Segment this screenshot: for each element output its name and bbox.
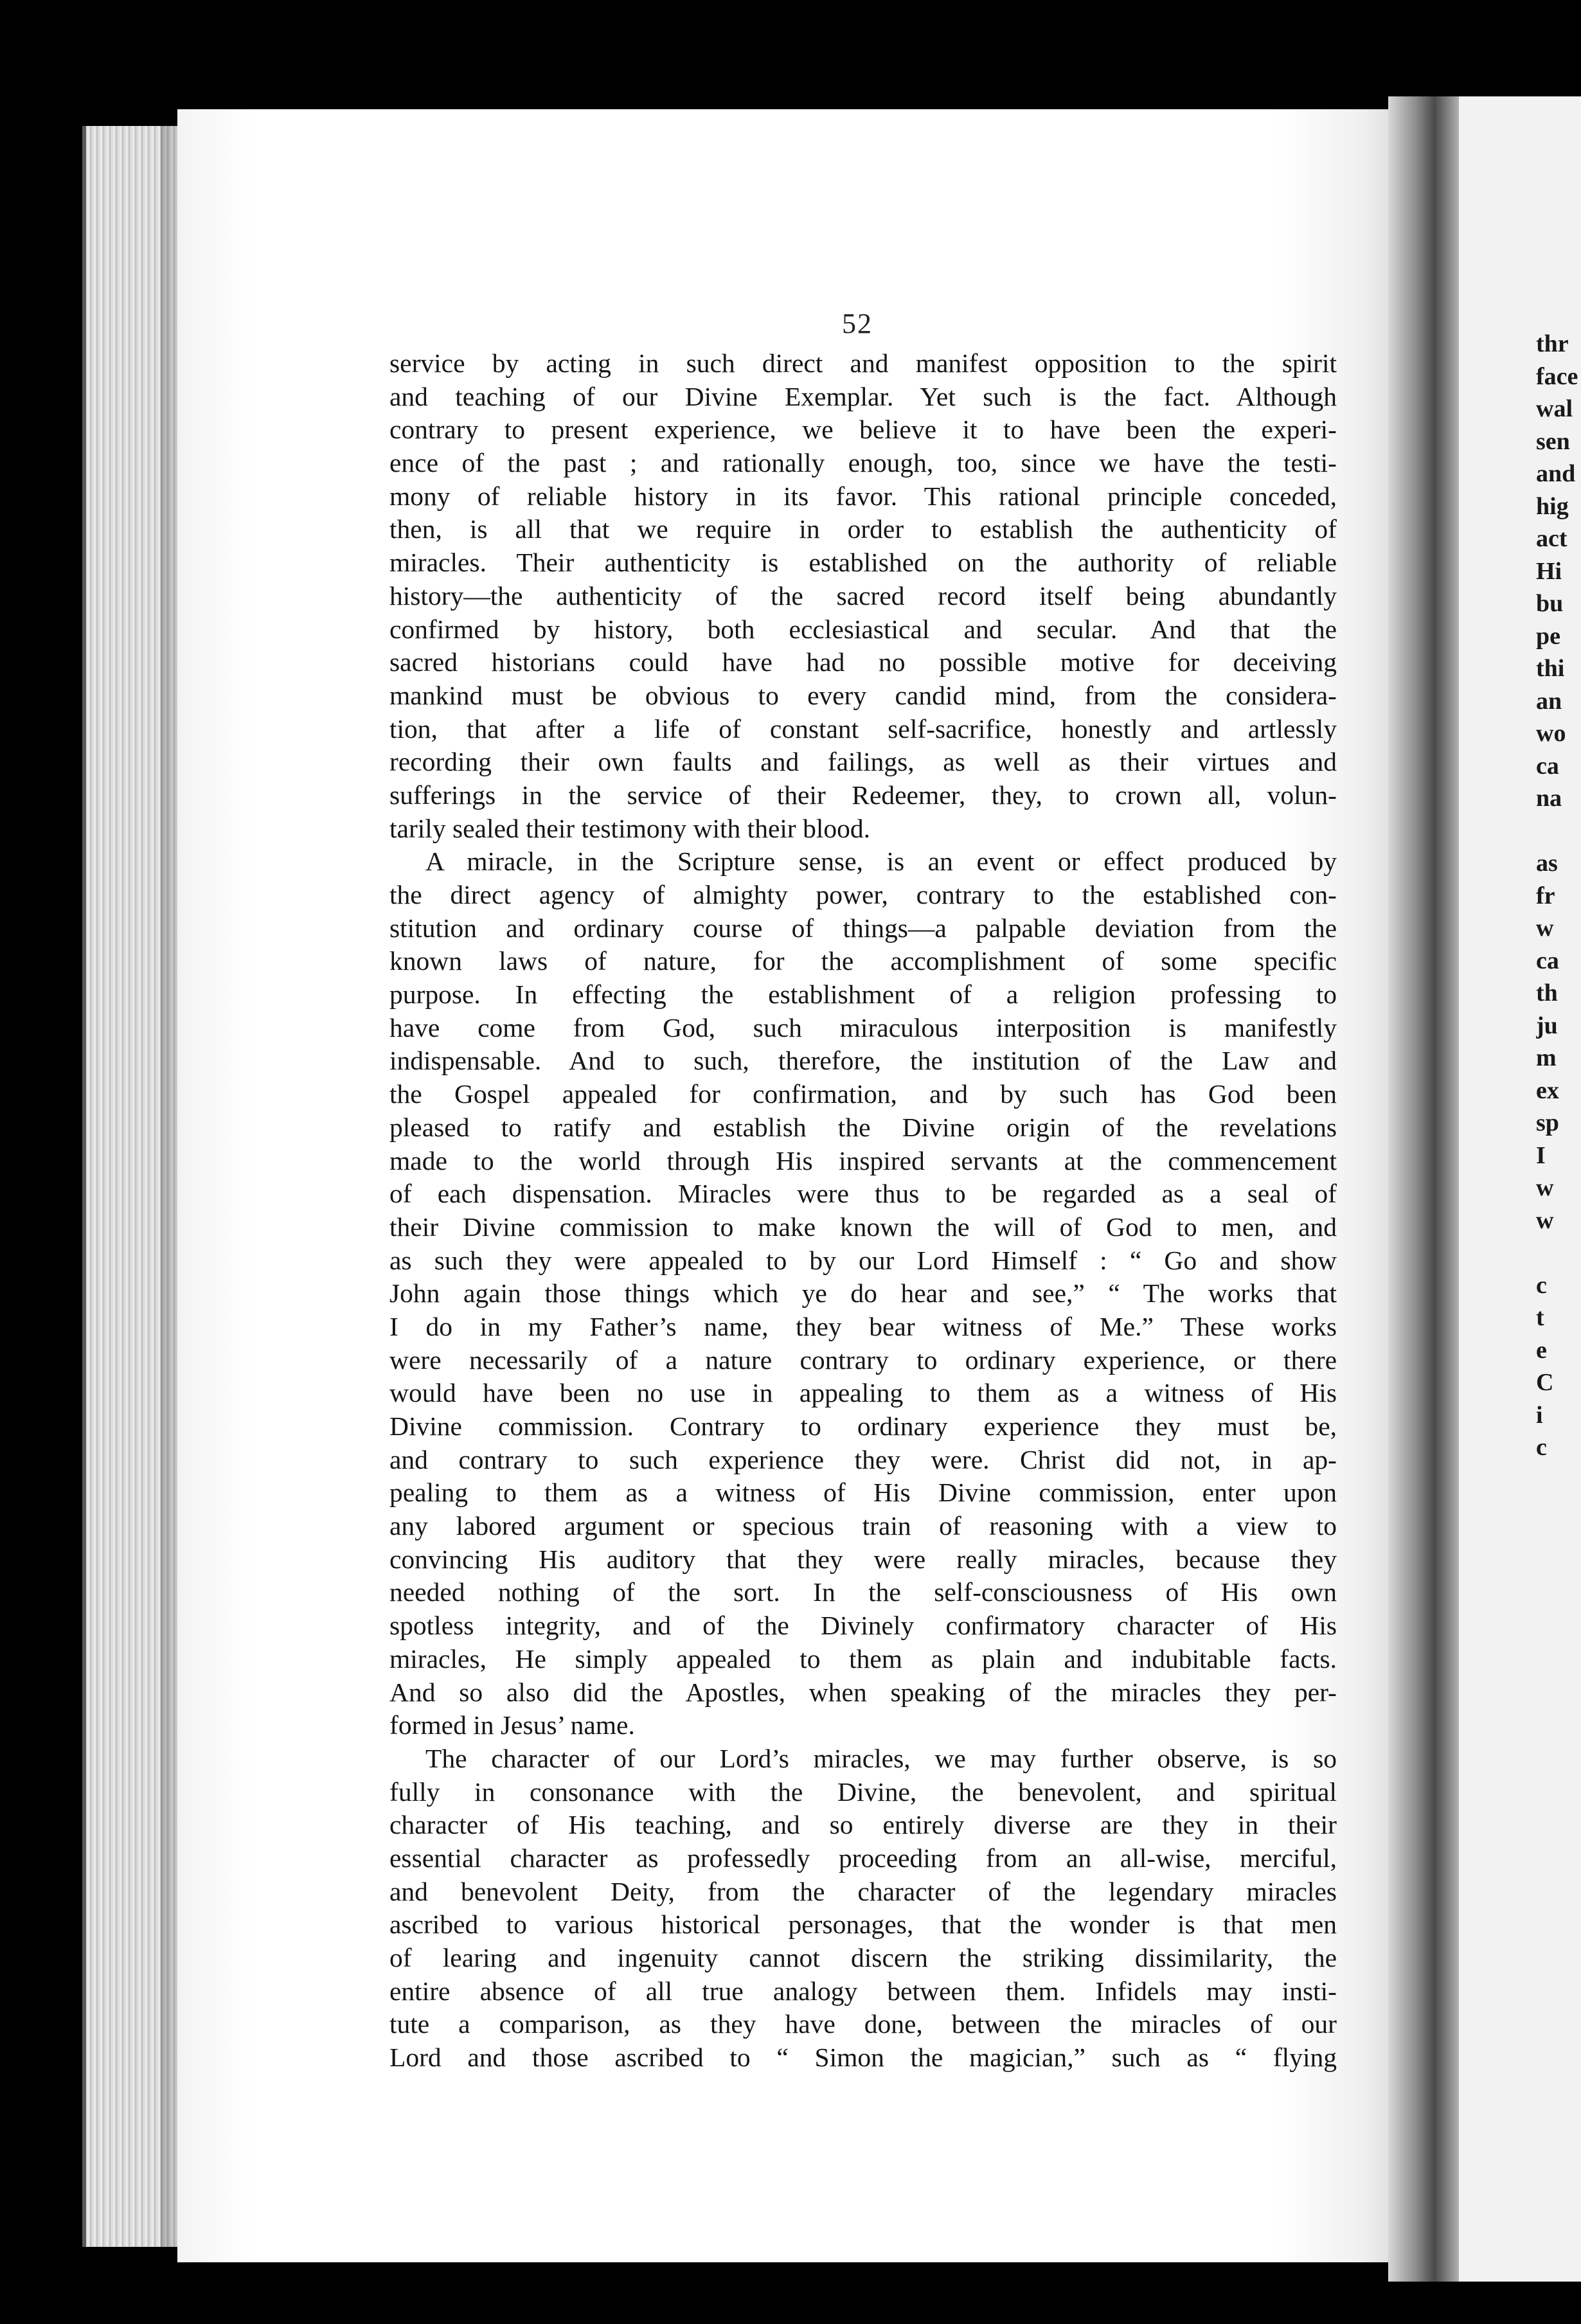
facing-page-line: thi <box>1536 655 1565 682</box>
text-line: the direct agency of almighty power, contrary to the established con- <box>389 880 1337 909</box>
text-line: known laws of nature, for the accomplishment of some specific <box>389 946 1337 976</box>
text-line: Lord and those ascribed to “ Simon the magician,” such as “ flying <box>389 2042 1337 2073</box>
facing-page-line: C <box>1536 1369 1554 1396</box>
text-line: sufferings in the service of their Redeemer, they, to crown all, volun- <box>389 780 1337 810</box>
text-line: stitution and ordinary course of things—a palpable deviation from the <box>389 913 1337 943</box>
text-line: tute a comparison, as they have done, between the miracles of our <box>389 2009 1337 2039</box>
paragraph-start-line: A miracle, in the Scripture sense, is an event or effect produced by <box>425 846 1337 877</box>
facing-page-line: ca <box>1536 947 1559 974</box>
text-line: have come from God, such miraculous interposition is manifestly <box>389 1012 1337 1042</box>
text-line: entire absence of all true analogy between them. Infidels may insti- <box>389 1976 1337 2006</box>
text-line: and contrary to such experience they were. Christ did not, in ap- <box>389 1444 1337 1474</box>
facing-page-line: sp <box>1536 1109 1559 1136</box>
text-line: recording their own faults and failings, as well as their virtues and <box>389 747 1337 777</box>
facing-page-line: bu <box>1536 590 1564 617</box>
facing-page-line: pe <box>1536 622 1560 650</box>
facing-page-line: m <box>1536 1044 1557 1071</box>
text-line: contrary to present experience, we believe it to have been the experi- <box>389 415 1337 445</box>
text-line: would have been no use in appealing to them as a witness of His <box>389 1378 1337 1408</box>
facing-page-line <box>1536 1237 1581 1269</box>
text-line: purpose. In effecting the establishment of a religion professing to <box>389 979 1337 1010</box>
facing-page-line: wal <box>1536 395 1573 422</box>
text-line: convincing His auditory that they were really miracles, because they <box>389 1544 1337 1574</box>
text-line: tion, that after a life of constant self-sacrifice, honestly and artlessly <box>389 713 1337 744</box>
facing-page-line: I <box>1536 1141 1546 1169</box>
facing-page-text <box>1536 328 1581 1464</box>
facing-page-line: ca <box>1536 752 1559 780</box>
text-line: miracles. Their authenticity is established on the authority of reliable <box>389 548 1337 578</box>
facing-page-line: as <box>1536 850 1558 877</box>
text-line: were necessarily of a nature contrary to ordinary experience, or there <box>389 1345 1337 1375</box>
text-line: sacred historians could have had no possible motive for deceiving <box>389 647 1337 677</box>
facing-page-line: and <box>1536 460 1576 487</box>
text-line: ascribed to various historical personages, that the wonder is that men <box>389 1909 1337 1940</box>
text-line: their Divine commission to make known the will of God to men, and <box>389 1211 1337 1242</box>
facing-page-line: e <box>1536 1336 1547 1364</box>
text-line: mankind must be obvious to every candid mind, from the considera- <box>389 680 1337 710</box>
facing-page-line: Hi <box>1536 557 1562 585</box>
text-line: any labored argument or specious train of reasoning with a view to <box>389 1511 1337 1541</box>
text-line: formed in Jesus’ name. <box>389 1710 635 1740</box>
text-line: the Gospel appealed for confirmation, and by such has God been <box>389 1079 1337 1109</box>
facing-page-line: act <box>1536 525 1568 552</box>
text-line: essential character as professedly proceeding from an all-wise, merciful, <box>389 1843 1337 1873</box>
facing-page-line: face <box>1536 362 1578 390</box>
text-line: of each dispensation. Miracles were thus to be regarded as a seal of <box>389 1179 1337 1209</box>
facing-page-line: an <box>1536 687 1562 715</box>
text-line: pleased to ratify and establish the Divine origin of the revelations <box>389 1112 1337 1142</box>
facing-page-line: ex <box>1536 1077 1559 1104</box>
text-line: Divine commission. Contrary to ordinary experience they must be, <box>389 1411 1337 1441</box>
text-line: then, is all that we require in order to establish the authenticity of <box>389 514 1337 544</box>
text-line: history—the authenticity of the sacred record itself being abundantly <box>389 580 1337 611</box>
text-line: fully in consonance with the Divine, the benevolent, and spiritual <box>389 1776 1337 1807</box>
facing-page-line: fr <box>1536 882 1555 909</box>
text-line: tarily sealed their testimony with their blood. <box>389 813 870 843</box>
text-line: I do in my Father’s name, they bear witness of Me.” These works <box>389 1311 1337 1341</box>
facing-page-line: hig <box>1536 492 1569 520</box>
facing-page-line: na <box>1536 785 1562 812</box>
text-line: character of His teaching, and so entirely diverse are they in their <box>389 1810 1337 1840</box>
text-line: And so also did the Apostles, when speaking of the miracles they per- <box>389 1677 1337 1707</box>
text-line: needed nothing of the sort. In the self-consciousness of His own <box>389 1577 1337 1607</box>
text-line: spotless integrity, and of the Divinely confirmatory character of His <box>389 1611 1337 1641</box>
facing-page-line: sen <box>1536 427 1570 455</box>
text-line: and teaching of our Divine Exemplar. Yet such is the fact. Although <box>389 381 1337 411</box>
facing-page-line: ju <box>1536 1012 1558 1039</box>
text-line: mony of reliable history in its favor. This rational principle conceded, <box>389 481 1337 511</box>
page-number: 52 <box>842 308 873 339</box>
text-line: made to the world through His inspired servants at the commencement <box>389 1145 1337 1175</box>
text-line: miracles, He simply appealed to them as plain and indubitable facts. <box>389 1643 1337 1674</box>
facing-page-line: t <box>1536 1304 1544 1331</box>
facing-page-line: i <box>1536 1401 1543 1429</box>
text-line: of learing and ingenuity cannot discern the striking dissimilarity, the <box>389 1943 1337 1972</box>
facing-page-line: w <box>1536 915 1554 942</box>
book-gutter <box>1388 96 1465 2282</box>
facing-page-line: wo <box>1536 720 1566 747</box>
facing-page-line <box>1536 815 1581 848</box>
facing-page-line: thr <box>1536 330 1569 357</box>
text-line: confirmed by history, both ecclesiastical and secular. And that the <box>389 614 1337 644</box>
text-line: John again those things which ye do hear and see,” “ The works that <box>389 1278 1337 1309</box>
text-line: service by acting in such direct and manifest opposition to the spirit <box>389 348 1337 378</box>
text-line: pealing to them as a witness of His Divine commission, enter upon <box>389 1478 1337 1508</box>
page-body-text <box>389 347 1337 2075</box>
facing-page-line: c <box>1536 1434 1547 1461</box>
text-line: and benevolent Deity, from the character of the legendary miracles <box>389 1876 1337 1906</box>
text-line: as such they were appealed to by our Lord Himself : “ Go and show <box>389 1245 1337 1275</box>
facing-page-line: c <box>1536 1271 1547 1299</box>
facing-page-line: th <box>1536 979 1558 1006</box>
paragraph-start-line: The character of our Lord’s miracles, we may further observe, is so <box>425 1743 1337 1773</box>
facing-page-line: w <box>1536 1206 1554 1234</box>
text-line: ence of the past ; and rationally enough, too, since we have the testi- <box>389 448 1337 478</box>
facing-page-line: w <box>1536 1174 1554 1201</box>
text-line: indispensable. And to such, therefore, the institution of the Law and <box>389 1046 1337 1076</box>
